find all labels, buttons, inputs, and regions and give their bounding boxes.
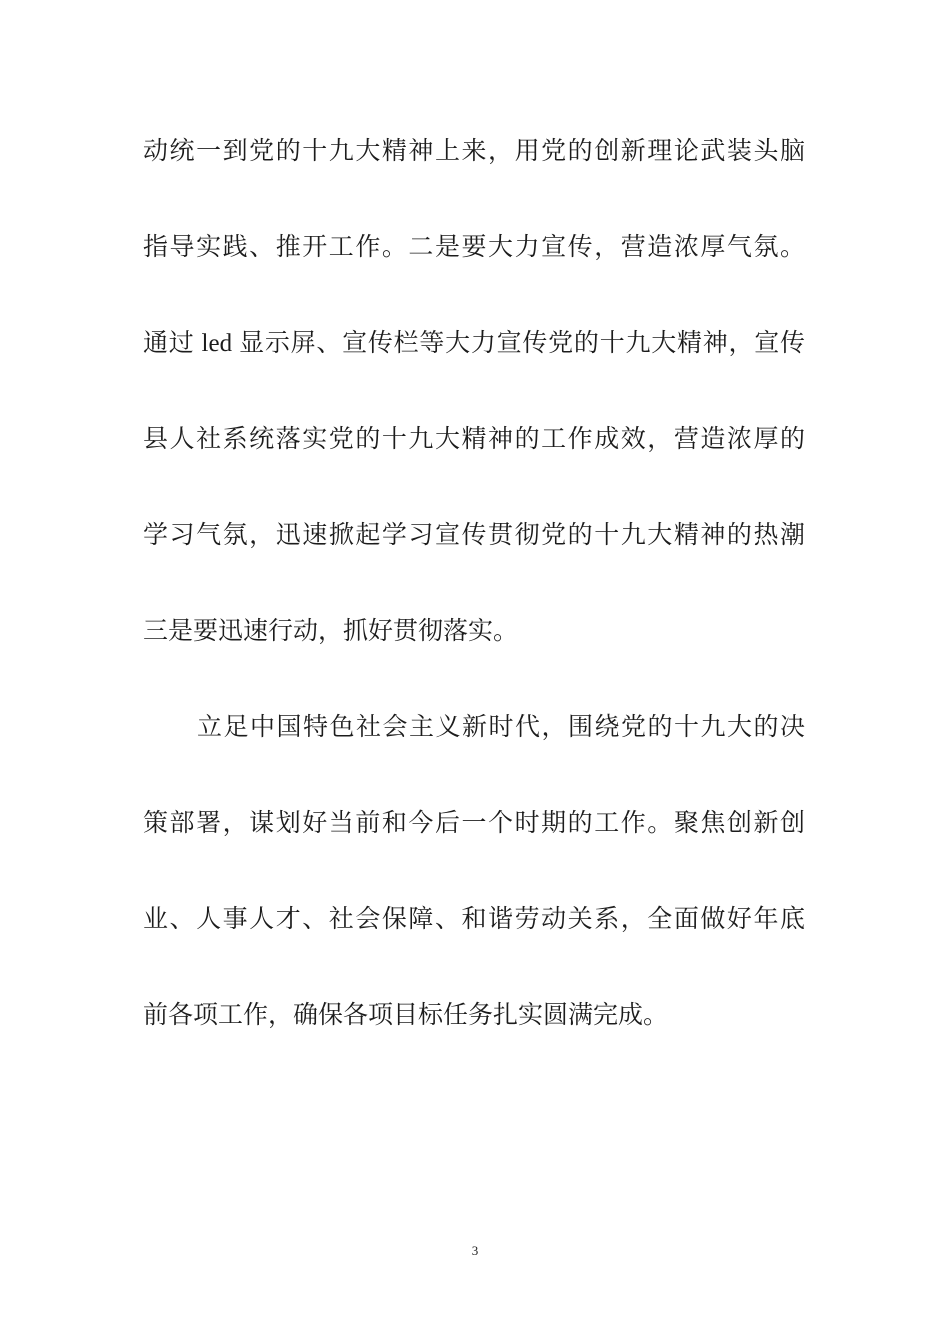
text-line: 县人社系统落实党的十九大精神的工作成效，营造浓厚的 [143, 426, 805, 453]
text-line paragraph-end: 三是要迅速行动，抓好贯彻落实。 [143, 618, 519, 645]
text-line: 学习气氛，迅速掀起学习宣传贯彻党的十九大精神的热潮 [143, 522, 805, 549]
text-line: 通过 led 显示屏、宣传栏等大力宣传党的十九大精神，宣传 [143, 330, 805, 357]
text-line paragraph-end: 前各项工作，确保各项目标任务扎实圆满完成。 [143, 1002, 669, 1029]
text-line: 策部署，谋划好当前和今后一个时期的工作。聚焦创新创 [143, 810, 805, 837]
text-line: 业、人事人才、社会保障、和谐劳动关系，全面做好年底 [143, 906, 805, 933]
text-line: 动统一到党的十九大精神上来，用党的创新理论武装头脑 [143, 138, 805, 165]
document-text-block [143, 104, 805, 1064]
text-line: 指导实践、推开工作。二是要大力宣传，营造浓厚气氛。 [143, 234, 805, 261]
page-number: 3 [471, 1243, 479, 1258]
text-line paragraph-start: 立足中国特色社会主义新时代，围绕党的十九大的决 [197, 714, 805, 741]
